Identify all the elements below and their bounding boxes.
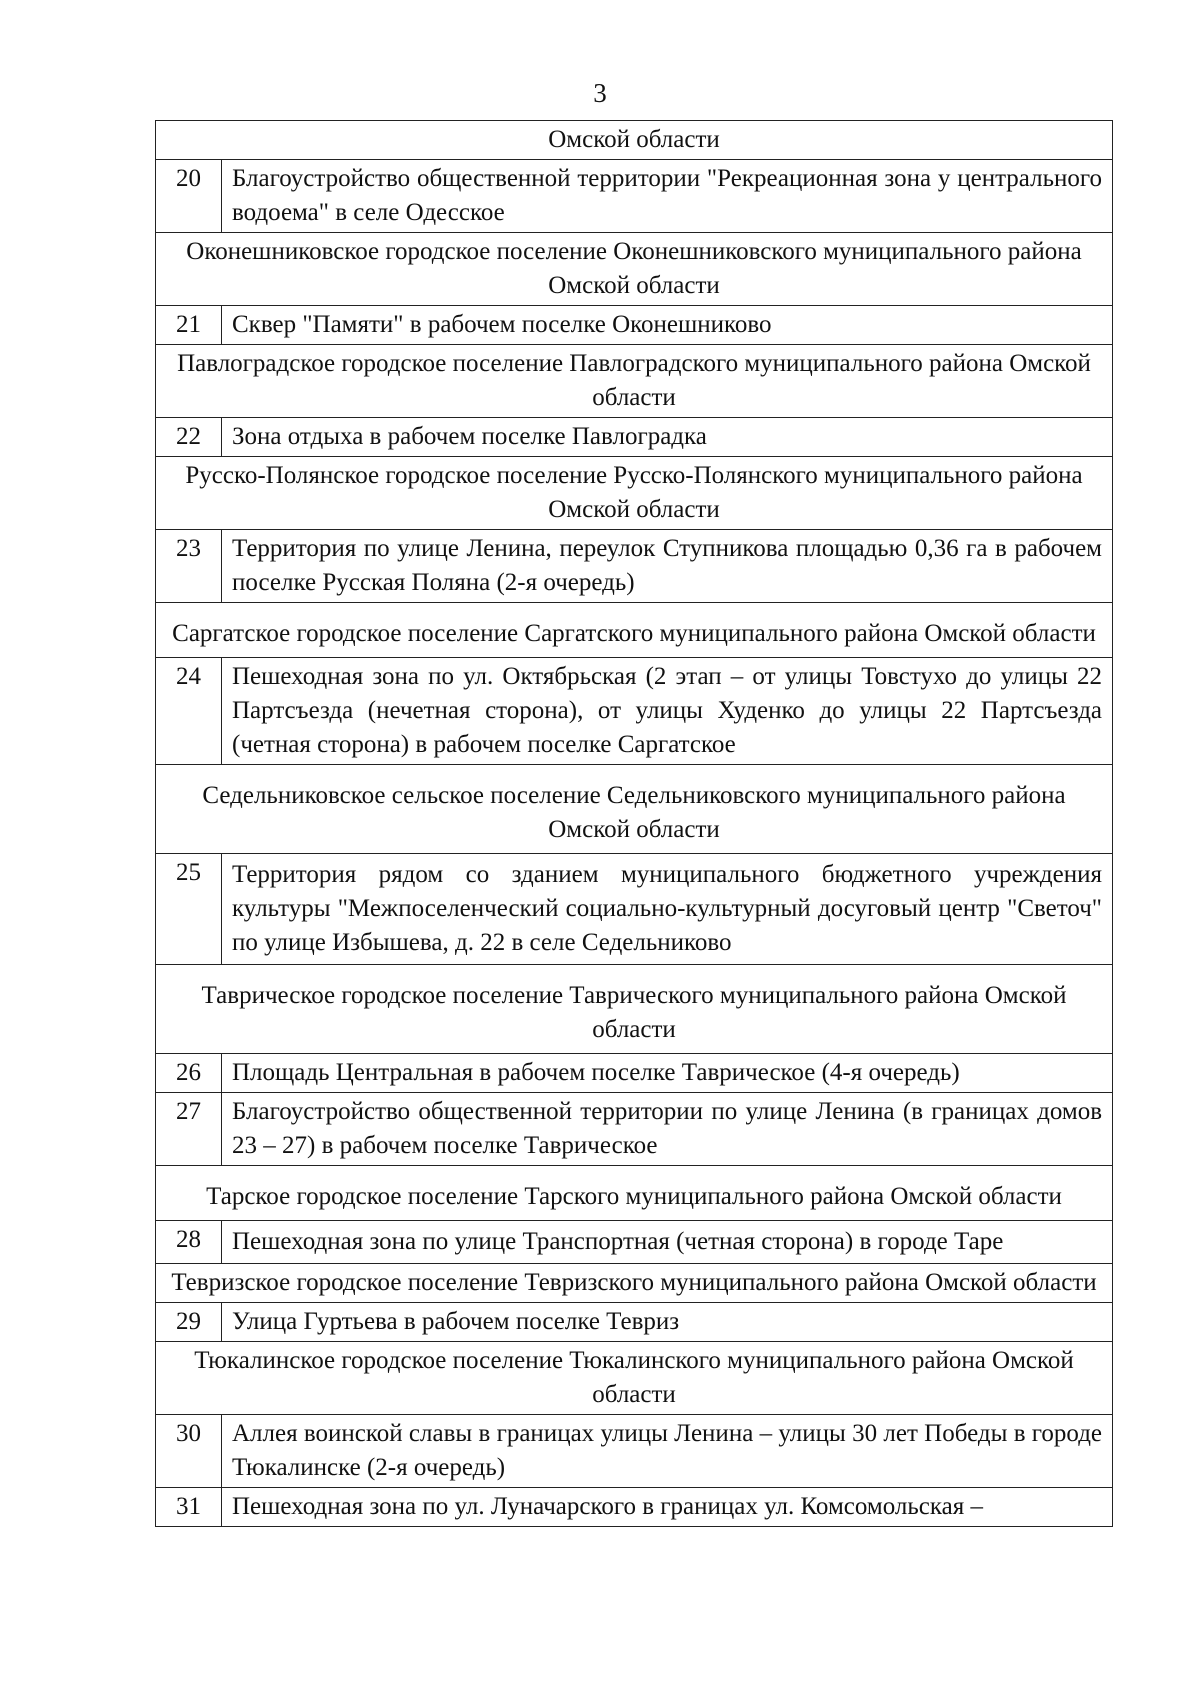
row-number: 22 (156, 418, 222, 457)
row-number: 25 (156, 854, 222, 965)
row-number: 30 (156, 1415, 222, 1488)
table-row (156, 418, 1113, 457)
section-heading: Таврическое городское поселение Таврического муниципального района Омской области (156, 965, 1113, 1054)
section-heading: Тарское городское поселение Тарского муниципального района Омской области (156, 1166, 1113, 1221)
row-description: Зона отдыха в рабочем поселке Павлоградка (222, 418, 1113, 457)
table-row (156, 1221, 1113, 1264)
section-heading: Омской области (156, 121, 1113, 160)
row-description: Пешеходная зона по ул. Октябрьская (2 этап – от улицы Товстухо до улицы 22 Партсъезда (нечетная сторона), от улицы Худенко до улицы 22 Партсъезда (четная сторона) в рабочем поселке Саргатское (222, 658, 1113, 765)
objects-table (155, 120, 1113, 1527)
row-number: 20 (156, 160, 222, 233)
table-row (156, 530, 1113, 603)
section-heading: Тюкалинское городское поселение Тюкалинского муниципального района Омской области (156, 1342, 1113, 1415)
row-description: Сквер "Памяти" в рабочем поселке Оконешниково (222, 306, 1113, 345)
row-description: Благоустройство общественной территории "Рекреационная зона у центрального водоема" в селе Одесское (222, 160, 1113, 233)
table-row (156, 306, 1113, 345)
table-row (156, 1093, 1113, 1166)
section-heading: Русско-Полянское городское поселение Русско-Полянского муниципального района Омской области (156, 457, 1113, 530)
row-number: 28 (156, 1221, 222, 1264)
row-number: 24 (156, 658, 222, 765)
row-description: Территория рядом со зданием муниципального бюджетного учреждения культуры "Межпоселенческий социально-культурный досуговый центр "Светоч" по улице Избышева, д. 22 в селе Седельниково (222, 854, 1113, 965)
table-row-section (156, 345, 1113, 418)
row-number: 21 (156, 306, 222, 345)
section-heading: Саргатское городское поселение Саргатского муниципального района Омской области (156, 603, 1113, 658)
row-description: Благоустройство общественной территории по улице Ленина (в границах домов 23 – 27) в рабочем поселке Таврическое (222, 1093, 1113, 1166)
row-number: 31 (156, 1488, 222, 1527)
row-description: Пешеходная зона по ул. Луначарского в границах ул. Комсомольская – (222, 1488, 1113, 1527)
row-description: Пешеходная зона по улице Транспортная (четная сторона) в городе Таре (222, 1221, 1113, 1264)
section-heading: Седельниковское сельское поселение Седельниковского муниципального района Омской области (156, 765, 1113, 854)
row-description: Улица Гуртьева в рабочем поселке Тевриз (222, 1303, 1113, 1342)
table-row-section (156, 965, 1113, 1054)
row-number: 26 (156, 1054, 222, 1093)
table-row (156, 1054, 1113, 1093)
row-number: 23 (156, 530, 222, 603)
table-row-section (156, 233, 1113, 306)
row-description: Аллея воинской славы в границах улицы Ленина – улицы 30 лет Победы в городе Тюкалинске (2-я очередь) (222, 1415, 1113, 1488)
page-number: 3 (593, 78, 607, 108)
table-row-section (156, 1264, 1113, 1303)
table-row-section (156, 603, 1113, 658)
section-heading: Тевризское городское поселение Тевризского муниципального района Омской области (156, 1264, 1113, 1303)
table-row (156, 854, 1113, 965)
row-description: Площадь Центральная в рабочем поселке Таврическое (4-я очередь) (222, 1054, 1113, 1093)
table-row-section (156, 457, 1113, 530)
table-row-section (156, 1342, 1113, 1415)
table-row-section (156, 765, 1113, 854)
row-description: Территория по улице Ленина, переулок Ступникова площадью 0,36 га в рабочем поселке Русская Поляна (2-я очередь) (222, 530, 1113, 603)
row-number: 29 (156, 1303, 222, 1342)
row-number: 27 (156, 1093, 222, 1166)
section-heading: Павлоградское городское поселение Павлоградского муниципального района Омской области (156, 345, 1113, 418)
table-row-section (156, 121, 1113, 160)
table-row (156, 160, 1113, 233)
table-row (156, 1303, 1113, 1342)
table-row (156, 1415, 1113, 1488)
section-heading: Оконешниковское городское поселение Оконешниковского муниципального района Омской области (156, 233, 1113, 306)
table-row (156, 658, 1113, 765)
table-row-section (156, 1166, 1113, 1221)
table-row (156, 1488, 1113, 1527)
